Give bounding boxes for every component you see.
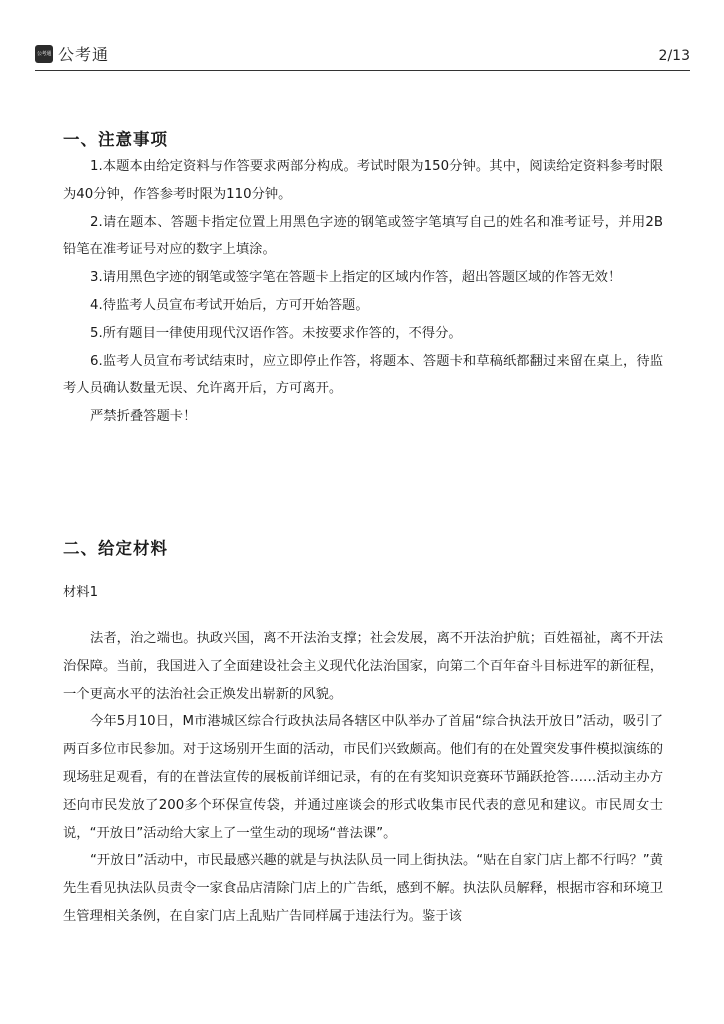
material-paragraph: “开放日”活动中，市民最感兴趣的就是与执法队员一同上街执法。“贴在自家门店上都不行吗？”黄先生看见执法队员责令一家食品店清除门店上的广告纸，感到不解。执法队员解释，根据市容和环境卫生管理相关条例，在自家门店上乱贴广告同样属于违法行为。鉴于该	[63, 853, 663, 924]
notice-item: 4.待监考人员宣布考试开始后，方可开始答题。	[90, 297, 369, 313]
material-paragraph: 法者，治之端也。执政兴国，离不开法治支撑；社会发展，离不开法治护航；百姓福祉，离不开法治保障。当前，我国进入了全面建设社会主义现代化法治国家，向第二个百年奋斗目标进军的新征程，一个更高水平的法治社会正焕发出崭新的风貌。	[63, 630, 663, 702]
notice-list	[63, 153, 663, 431]
page-header	[35, 40, 690, 71]
logo	[35, 42, 109, 65]
notice-item: 1.本题本由给定资料与作答要求两部分构成。考试时限为150分钟。其中，阅读给定资料参考时限为40分钟，作答参考时限为110分钟。	[63, 159, 663, 202]
notice-item: 5.所有题目一律使用现代汉语作答。未按要求作答的，不得分。	[90, 325, 462, 341]
section-title-notice: 一、注意事项	[63, 130, 168, 149]
material-paragraph: 今年5月10日，M市港城区综合行政执法局各辖区中队举办了首届“综合执法开放日”活动，吸引了两百多位市民参加。对于这场别开生面的活动，市民们兴致颇高。他们有的在处置突发事件模拟演练的现场驻足观看，有的在普法宣传的展板前详细记录，有的在有奖知识竞赛环节踊跃抢答……活动主办方还向市民发放了200多个环保宣传袋，并通过座谈会的形式收集市民代表的意见和建议。市民周女士说，“开放日”活动给大家上了一堂生动的现场“普法课”。	[63, 714, 663, 841]
document-body	[63, 126, 663, 931]
material-text	[63, 625, 663, 931]
notice-item: 2.请在题本、答题卡指定位置上用黑色字迹的钢笔或签字笔填写自己的姓名和准考证号，并用2B铅笔在准考证号对应的数字上填涂。	[63, 214, 663, 258]
notice-item: 严禁折叠答题卡！	[90, 409, 197, 425]
logo-badge-icon: 公考通	[35, 45, 53, 63]
section-title-materials: 二、给定材料	[63, 538, 168, 558]
notice-item: 3.请用黑色字迹的钢笔或签字笔在答题卡上指定的区域内作答，超出答题区域的作答无效！	[90, 270, 622, 286]
page-number: 2/13	[658, 48, 690, 64]
notice-item: 6.监考人员宣布考试结束时，应立即停止作答，将题本、答题卡和草稿纸都翻过来留在桌上，待监考人员确认数量无误、允许离开后，方可离开。	[63, 353, 663, 397]
material-label: 材料1	[63, 584, 99, 600]
logo-text: 公考通	[58, 45, 110, 64]
